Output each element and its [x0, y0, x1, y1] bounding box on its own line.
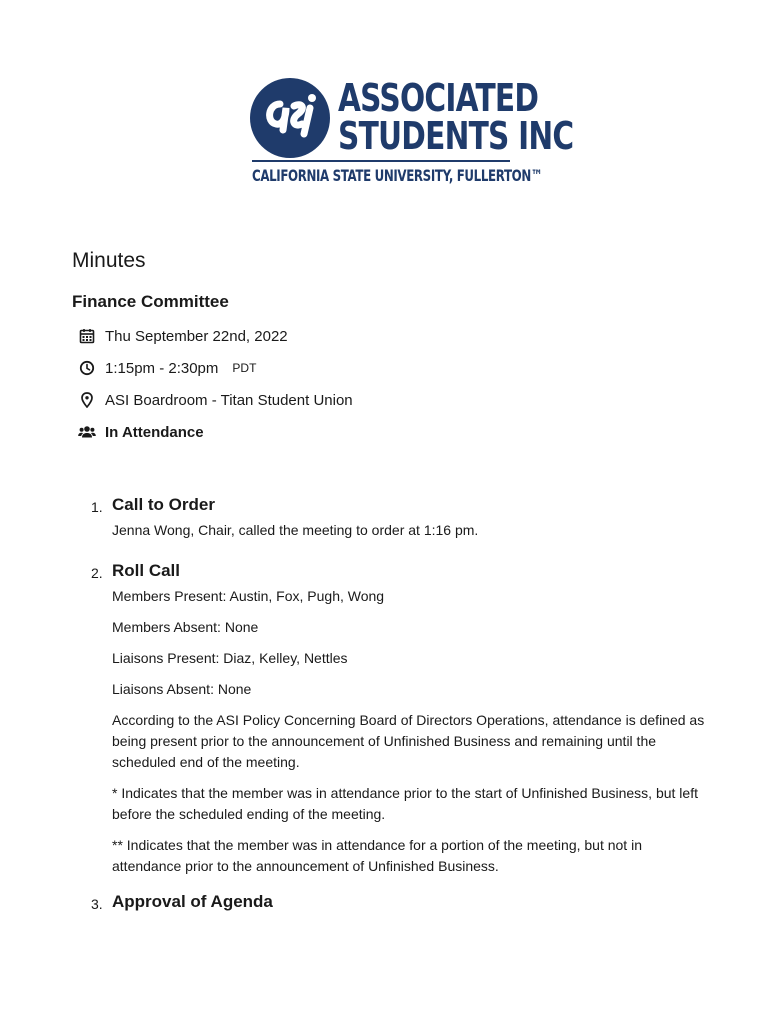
agenda-item-number: 2. [91, 565, 103, 581]
agenda-paragraph: Jenna Wong, Chair, called the meeting to order at 1:16 pm. [112, 522, 479, 538]
agenda-list [72, 494, 712, 913]
attendance-policy: According to the ASI Policy Concerning Board of Directors Operations, attendance is defined as being present prior to the announcement of Unfinished Business and remaining until the scheduled end of the meeting. [112, 712, 705, 770]
logo-tagline: CALIFORNIA STATE UNIVERSITY, FULLERTON™ [252, 166, 543, 185]
agenda-item-title: Call to Order [112, 495, 215, 514]
calendar-icon [78, 327, 96, 345]
members-absent: Members Absent: None [112, 619, 259, 635]
asi-logo-mark [250, 78, 330, 158]
clock-icon [78, 359, 96, 377]
attendance-note-single: * Indicates that the member was in attendance prior to the start of Unfinished Business, but left before the scheduled ending of the meeting. [112, 785, 698, 822]
agenda-item-title: Approval of Agenda [112, 892, 273, 911]
liaisons-absent: Liaisons Absent: None [112, 681, 252, 697]
committee-name: Finance Committee [72, 292, 229, 311]
attendance-note-double: ** Indicates that the member was in attendance for a portion of the meeting, but not in attendance prior to the announcement of Unfinished Business. [112, 837, 642, 874]
asi-logo [250, 76, 574, 188]
attendance-heading: In Attendance [105, 423, 204, 441]
logo-line-associated: ASSOCIATED [338, 76, 539, 120]
agenda-item [72, 560, 712, 877]
agenda-item-body [112, 586, 712, 877]
agenda-item [72, 494, 712, 541]
members-present: Members Present: Austin, Fox, Pugh, Wong [112, 588, 385, 604]
agenda-item [72, 891, 712, 913]
meeting-timezone: PDT [232, 361, 257, 375]
document-type: Minutes [72, 249, 146, 272]
agenda-item-title: Roll Call [112, 561, 181, 580]
meeting-location-row [78, 390, 353, 410]
agenda-item-number: 1. [91, 499, 103, 515]
attendance-row [78, 422, 204, 442]
liaisons-present: Liaisons Present: Diaz, Kelley, Nettles [112, 650, 348, 666]
meeting-location: ASI Boardroom - Titan Student Union [105, 391, 353, 409]
meeting-date-row [78, 326, 288, 346]
meeting-time: 1:15pm - 2:30pm [105, 359, 219, 377]
logo-line-students-inc: STUDENTS INC [338, 114, 574, 158]
meeting-date: Thu September 22nd, 2022 [105, 327, 288, 345]
location-pin-icon [78, 391, 96, 409]
meeting-time-row [78, 358, 256, 378]
users-icon [78, 423, 96, 441]
logo-divider [252, 160, 510, 162]
agenda-item-body [112, 520, 712, 541]
agenda-item-number: 3. [91, 896, 103, 912]
